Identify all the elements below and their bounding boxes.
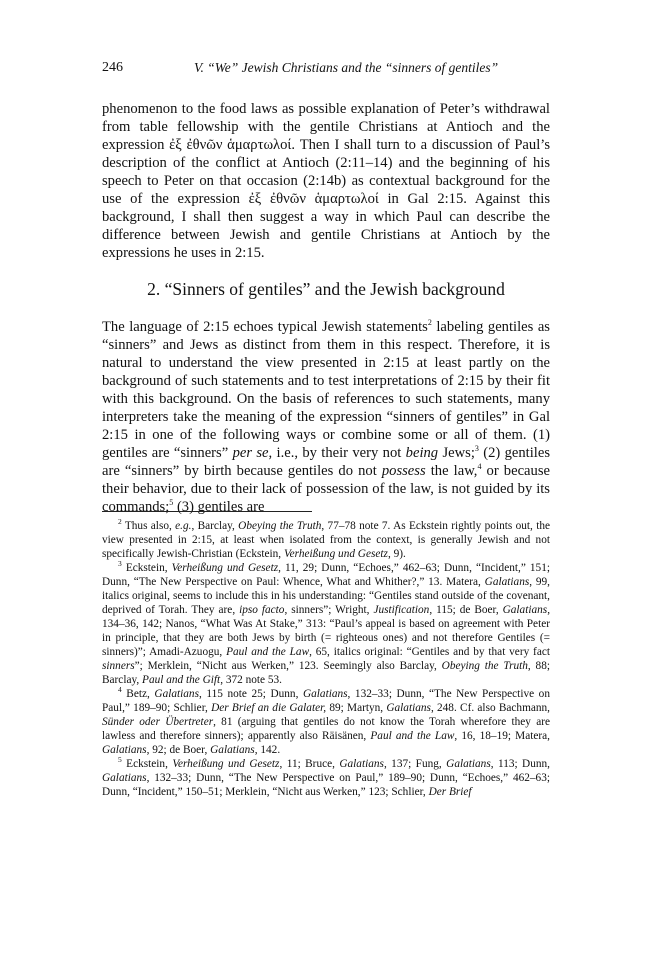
running-header (102, 60, 550, 80)
footnote-ref-5: 5 (169, 498, 174, 508)
body-paragraph-2: The language of 2:15 echoes typical Jewish statements$^2$ labeling gentiles as “sinners” and Jews as distinct from them in this respect. Therefore, it is natural to understand the view presented in 2:15 at least partly on the background of such statements and to test interpretations of 2:15 by their fit with this background. On the basis of references to such statements, many interpreters take the meaning of the expression “sinners of gentiles” in Gal 2:15 in one of the following ways or combine some or all of them. (1) gentiles are “sinners” per se, i.e., by their very not being Jews;$^3$ (2) gentiles are “sinners” by birth because gentiles do not possess the law,$^4$ or because their behavior, due to their lack of possession of the law, is not guided by its commands;$^5$ (3) gentiles are (102, 318, 550, 515)
footnotes (102, 519, 550, 799)
footnote-3: $^3$ Eckstein, Verheißung und Gesetz, 11, 29; Dunn, “Echoes,” 462–63; Dunn, “Incident,” 151; Dunn, “The New Perspective on Paul: Whence, What and Whither?,” 13. Matera, Galatians, 99, italics original, seems to include this in his understanding: “Gentiles stand outside of the covenant, deprived of Torah. They are, ipso facto, sinners”; Wright, Justification, 115; de Boer, Galatians, 134–36, 142; Nanos, “What Was At Stake,” 313: “Paul’s appeal is based on agreement with Peter in principle, that they are both Jews by birth (= righteous ones) and not therefore Gentiles (= sinners)”; Amadi-Azuogu, Paul and the Law, 65, italics original: “Gentiles and by that very fact sinners”; Merklein, “Nicht aus Werken,” 123. Seemingly also Barclay, Obeying the Truth, 88; Barclay, Paul and the Gift, 372 note 53. (102, 559, 551, 686)
footnote-5: $^5$ Eckstein, Verheißung und Gesetz, 11; Bruce, Galatians, 137; Fung, Galatians, 113; Dunn, Galatians, 132–33; Dunn, “The New Perspective on Paul,” 189–90; Dunn, “Echoes,” 462–63; Dunn, “Incident,” 150–51; Merklein, “Nicht aus Werken,” 123; Schlier, Der Brief (102, 755, 550, 798)
page-number: 246 (102, 60, 123, 75)
section-heading: 2. “Sinners of gentiles” and the Jewish background (147, 279, 505, 299)
footnote-4: $^4$ Betz, Galatians, 115 note 25; Dunn, Galatians, 132–33; Dunn, “The New Perspective on Paul,” 189–90; Schlier, Der Brief an die Galater, 89; Martyn, Galatians, 248. Cf. also Bachmann, Sünder oder Übertreter, 81 (arguing that gentiles do not know the Torah wherefore they are lawless and therefore sinners); apparently also Räisänen, Paul and the Law, 16, 18–19; Matera, Galatians, 92; de Boer, Galatians, 142. (102, 685, 550, 756)
footnote-ref-4: 4 (477, 462, 482, 472)
running-title: V. “We” Jewish Christians and the “sinners of gentiles” (194, 60, 499, 75)
footnote-ref-3: 3 (474, 444, 479, 454)
footnote-divider (102, 511, 312, 512)
footnote-ref-2: 2 (427, 318, 432, 328)
footnote-2: $^2$ Thus also, e.g., Barclay, Obeying the Truth, 77–78 note 7. As Eckstein rightly points out, the view presented in 2:15, at least when isolated from the context, is generally Jewish and not specifically Jewish-Christian (Eckstein, Verheißung und Gesetz, 9). (102, 517, 550, 560)
body-paragraph-1: phenomenon to the food laws as possible explanation of Peter’s withdrawal from table fellowship with the gentile Christians at Antioch and the expression ἐξ ἐθνῶν ἁμαρτωλοί. Then I shall turn to a discussion of Paul’s description of the conflict at Antioch (2:11–14) and the beginning of his speech to Peter on that occasion (2:14b) as contextual background for the use of the expression ἐξ ἐθνῶν ἁμαρτωλοί in Gal 2:15. Against this background, I shall then suggest a way in which Paul can describe the difference between Jewish and gentile Christians at Antioch by the expressions he uses in 2:15. (102, 101, 550, 261)
